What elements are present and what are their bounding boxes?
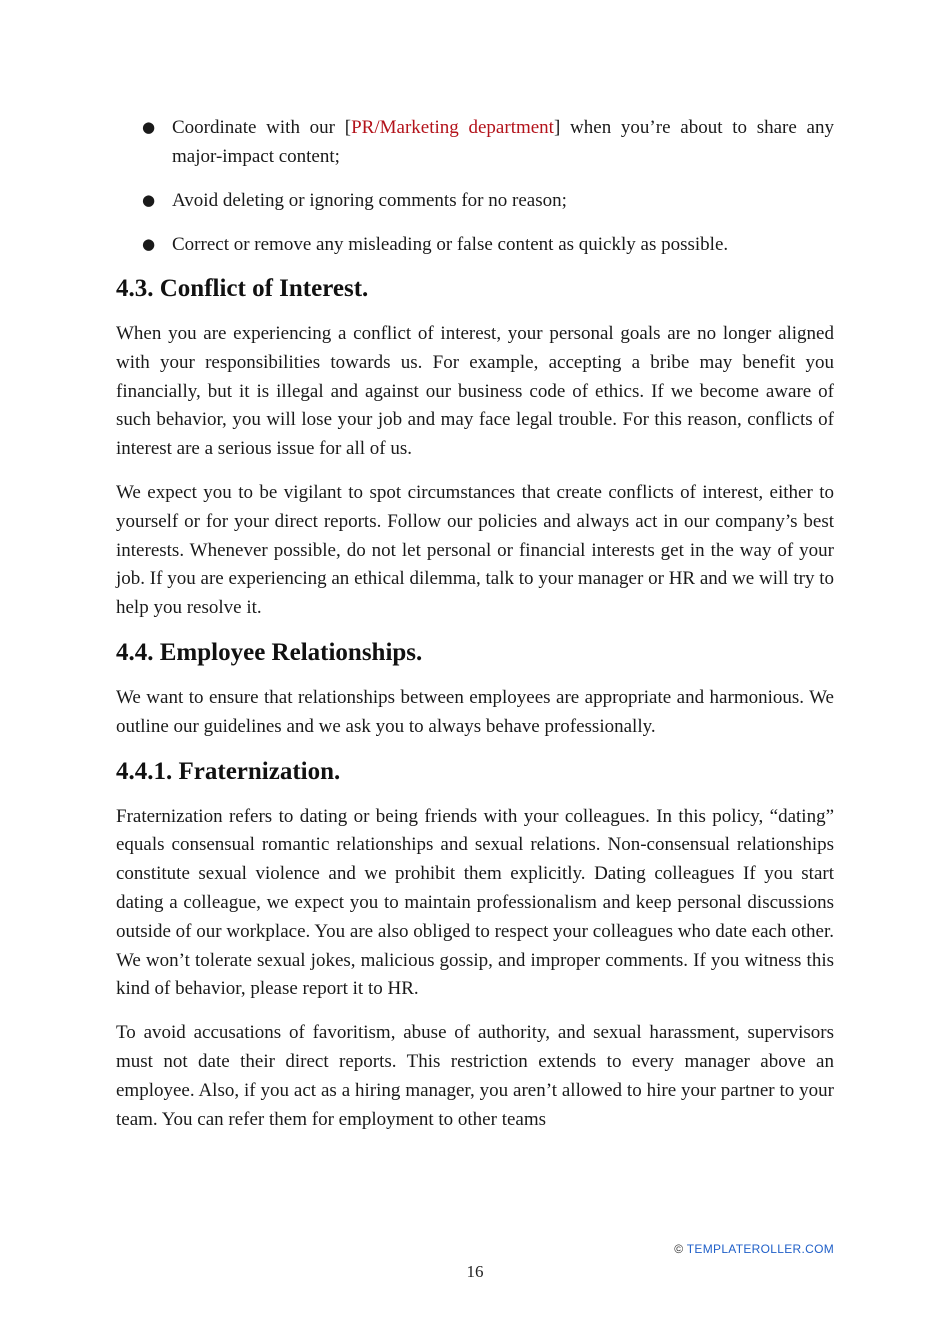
paragraph: We want to ensure that relationships between employees are appropriate and harmonious. We outline our guidelines and we ask you to always behave professionally. — [116, 686, 834, 737]
page-number: 16 — [466, 1262, 484, 1281]
section-heading-conflict-of-interest: 4.3. Conflict of Interest. — [116, 275, 369, 302]
bullet-icon: ● — [142, 191, 156, 209]
bullet-text: Correct or remove any misleading or false content as quickly as possible. — [172, 234, 729, 255]
brand-link[interactable]: TEMPLATEROLLER.COM — [686, 1242, 834, 1256]
pr-marketing-placeholder: PR/Marketing department — [351, 117, 554, 138]
bullet-list — [116, 113, 834, 259]
document-body — [116, 113, 834, 1149]
paragraph: We expect you to be vigilant to spot circumstances that create conflicts of interest, either to yourself or for your direct reports. Follow our policies and always act in our company’s best interests. Whenever possible, do not let personal or financial interests get in the way of your job. If you are experiencing an ethical dilemma, talk to your manager or HR and we will try to help you resolve it. — [116, 481, 834, 619]
section-heading-fraternization: 4.4.1. Fraternization. — [116, 757, 341, 785]
bullet-text: Avoid deleting or ignoring comments for no reason; — [172, 190, 567, 211]
paragraph: When you are experiencing a conflict of interest, your personal goals are no longer aligned with your responsibilities towards us. For example, accepting a bribe may benefit you financially, but it is illegal and against our business code of ethics. If we become aware of such behavior, you will lose your job and may face legal trouble. For this reason, conflicts of interest are a serious issue for all of us. — [116, 323, 834, 460]
section-heading-employee-relationships: 4.4. Employee Relationships. — [116, 638, 423, 666]
footer-brand — [674, 1242, 834, 1256]
bullet-text-post: ] when you’re about to share any major-impact content; — [172, 117, 834, 167]
list-item — [116, 186, 834, 215]
bullet-icon: ● — [142, 118, 156, 136]
bullet-text-pre: Coordinate with our [ — [172, 117, 352, 138]
paragraph: To avoid accusations of favoritism, abuse of authority, and sexual harassment, supervisors must not date their direct reports. This restriction extends to every manager above an employee. Also, if you act as a hiring manager, you aren’t allowed to hire your partner to your team. You can refer them for employment to other teams — [116, 1022, 834, 1130]
paragraph: Fraternization refers to dating or being friends with your colleagues. In this policy, “dating” equals consensual romantic relationships and sexual relations. Non-consensual relationships constitute sexual violence and we prohibit them explicitly. Dating colleagues If you start dating a colleague, we expect you to maintain professionalism and keep personal discussions outside of our workplace. You are also obliged to respect your colleagues who date each other. We won’t tolerate sexual jokes, malicious gossip, and improper comments. If you witness this kind of behavior, please report it to HR. — [116, 805, 834, 1000]
bullet-icon: ● — [142, 235, 156, 253]
list-item — [116, 113, 834, 171]
list-item — [116, 230, 834, 259]
copyright-icon: © — [674, 1242, 684, 1256]
